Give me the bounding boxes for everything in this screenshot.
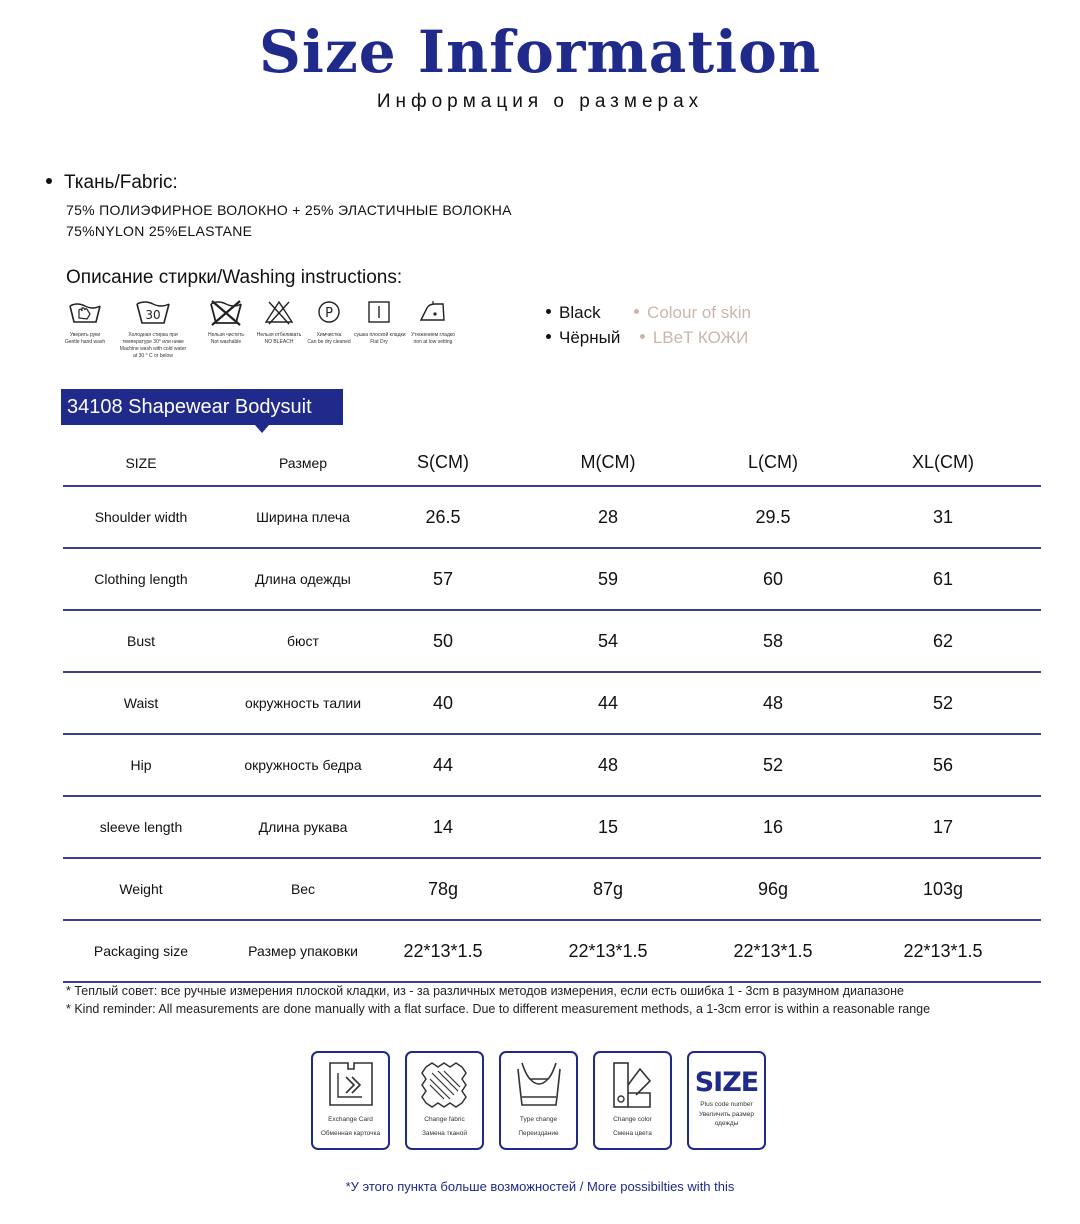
cell-m: 15 bbox=[597, 816, 619, 837]
cell-s: 26.5 bbox=[425, 506, 461, 527]
low-iron-caption-en: iron at low setting bbox=[413, 339, 453, 345]
color-row-en bbox=[546, 300, 751, 325]
no-bleach-caption-en: NO BLEACH bbox=[264, 339, 294, 345]
note-ru: * Теплый совет: все ручные измерения плоской кладки, из - за различных методов измерения, если есть ошибка 1 - 3cm в разумном диапазоне bbox=[66, 984, 904, 998]
cell-xl: 17 bbox=[932, 816, 954, 837]
dry-clean-item bbox=[304, 298, 354, 346]
row-label-en: Weight bbox=[119, 881, 163, 897]
table-row bbox=[63, 733, 1041, 795]
table-header-row bbox=[63, 440, 1041, 485]
cell-s: 57 bbox=[432, 568, 454, 589]
cell-l: 96g bbox=[757, 878, 789, 899]
low-iron-caption-ru: Утюжением гладко bbox=[411, 332, 455, 338]
page-title: Size Information bbox=[258, 18, 822, 86]
color-skin-ru: LBeT КОЖИ bbox=[652, 328, 749, 347]
no-wash-item bbox=[201, 298, 251, 346]
table-row bbox=[63, 547, 1041, 609]
feature-change-fabric bbox=[405, 1051, 484, 1150]
row-label-ru: Длина одежды bbox=[255, 571, 351, 587]
cell-s: 22*13*1.5 bbox=[403, 940, 483, 961]
feature-exchange-card bbox=[311, 1051, 390, 1150]
no-bleach-item bbox=[254, 298, 304, 346]
product-name-tag bbox=[61, 389, 343, 425]
table-row bbox=[63, 919, 1041, 983]
no-bleach-caption-ru: Нельзя отбеливать bbox=[256, 332, 302, 338]
table-row bbox=[63, 857, 1041, 919]
cell-xl: 52 bbox=[932, 692, 954, 713]
fabric-heading-label: Ткань/Fabric: bbox=[64, 172, 178, 193]
row-label-en: sleeve length bbox=[99, 819, 183, 835]
change-color-icon bbox=[604, 1059, 662, 1111]
no-wash-icon bbox=[206, 298, 246, 326]
black-dot-icon bbox=[546, 309, 551, 314]
color-skin-en: Colour of skin bbox=[647, 303, 751, 322]
cell-xl: 103g bbox=[922, 878, 964, 899]
black-dot-icon bbox=[546, 334, 551, 339]
type-change-caption-ru: Переиздание bbox=[518, 1130, 559, 1137]
color-options bbox=[546, 300, 751, 350]
fabric-composition-en: 75%NYLON 25%ELASTANE bbox=[66, 223, 253, 239]
wash-30-item bbox=[119, 298, 187, 360]
tag-pointer-icon bbox=[255, 425, 269, 433]
cell-l: 29.5 bbox=[755, 506, 791, 527]
change-color-caption-ru: Смена цвета bbox=[613, 1130, 652, 1137]
table-row bbox=[63, 671, 1041, 733]
cell-m: 44 bbox=[597, 692, 619, 713]
color-black-ru: Чёрный bbox=[559, 328, 621, 347]
cell-l: 16 bbox=[762, 816, 784, 837]
flat-dry-item bbox=[354, 298, 404, 346]
table-row bbox=[63, 795, 1041, 857]
row-label-en: Bust bbox=[126, 633, 155, 649]
cell-l: 22*13*1.5 bbox=[733, 940, 813, 961]
skin-dot-icon bbox=[640, 334, 645, 339]
cell-m: 28 bbox=[597, 506, 619, 527]
size-caption-en: Plus code number bbox=[700, 1101, 753, 1108]
cell-l: 52 bbox=[762, 754, 784, 775]
header-xl: XL(CM) bbox=[912, 452, 974, 472]
flat-dry-caption-en: Flat Dry bbox=[370, 339, 388, 345]
header-razmer: Размер bbox=[278, 454, 328, 471]
change-fabric-icon bbox=[416, 1059, 474, 1111]
cell-s: 78g bbox=[427, 878, 459, 899]
wash-30-caption-en: Machine wash with cold water at 30 ° C or below bbox=[119, 346, 187, 359]
bullet-icon bbox=[46, 178, 52, 184]
wash-30-caption-ru: Холодная стирка при температуре 30° или ниже bbox=[122, 332, 184, 345]
cell-xl: 22*13*1.5 bbox=[903, 940, 983, 961]
cell-m: 59 bbox=[597, 568, 619, 589]
no-bleach-icon bbox=[259, 298, 299, 326]
page-subtitle: Информация о размерах bbox=[376, 91, 704, 112]
row-label-en: Clothing length bbox=[94, 571, 188, 587]
change-fabric-caption-en: Change fabric bbox=[424, 1116, 465, 1123]
low-iron-icon bbox=[413, 298, 453, 326]
fabric-heading bbox=[46, 172, 178, 194]
cell-xl: 56 bbox=[932, 754, 954, 775]
exchange-card-caption-ru: Обменная карточка bbox=[320, 1130, 381, 1137]
size-caption-ru: Увеличить размер одежды bbox=[699, 1111, 754, 1127]
footer-note: *У этого пункта больше возможностей / More possibilties with this bbox=[345, 1179, 735, 1194]
cell-l: 58 bbox=[762, 630, 784, 651]
header-l: L(CM) bbox=[748, 452, 798, 472]
header-size: SIZE bbox=[125, 454, 157, 471]
washing-icons bbox=[58, 298, 470, 368]
row-label-ru: окружность талии bbox=[244, 695, 362, 711]
hand-wash-item bbox=[60, 298, 110, 346]
hand-wash-icon bbox=[65, 298, 105, 326]
row-label-ru: Размер упаковки bbox=[248, 943, 358, 959]
washing-heading: Описание стирки/Washing instructions: bbox=[66, 267, 403, 288]
exchange-card-caption-en: Exchange Card bbox=[328, 1116, 373, 1123]
low-iron-item bbox=[408, 298, 458, 346]
table-row bbox=[63, 485, 1041, 547]
cell-l: 48 bbox=[762, 692, 784, 713]
row-label-ru: Ширина плеча bbox=[256, 509, 350, 525]
row-label-en: Hip bbox=[130, 757, 152, 773]
cell-xl: 62 bbox=[932, 630, 954, 651]
size-table bbox=[63, 440, 1041, 983]
fabric-composition-ru: 75% ПОЛИЭФИРНОЕ ВОЛОКНО + 25% ЭЛАСТИЧНЫЕ ВОЛОКНА bbox=[66, 202, 512, 218]
no-wash-caption-ru: Нельзя чистить bbox=[207, 332, 244, 338]
cell-m: 22*13*1.5 bbox=[568, 940, 648, 961]
cell-xl: 61 bbox=[932, 568, 954, 589]
exchange-card-icon bbox=[322, 1059, 380, 1111]
table-row bbox=[63, 609, 1041, 671]
change-fabric-caption-ru: Замена тканой bbox=[421, 1130, 468, 1137]
header-m: M(CM) bbox=[580, 452, 636, 472]
row-label-en: Shoulder width bbox=[94, 509, 188, 525]
size-icon: SIZE bbox=[694, 1067, 759, 1098]
cell-s: 40 bbox=[432, 692, 454, 713]
no-wash-caption-en: Not washable bbox=[210, 339, 242, 345]
feature-change-color bbox=[593, 1051, 672, 1150]
feature-icons bbox=[311, 1051, 771, 1151]
hand-wash-caption-en: Gentle hand wash bbox=[64, 339, 106, 345]
row-label-ru: Вес bbox=[290, 881, 316, 897]
type-change-caption-en: Type change bbox=[519, 1116, 558, 1123]
dry-clean-caption-ru: Химчистка bbox=[316, 332, 342, 338]
header-s: S(CM) bbox=[417, 452, 469, 472]
type-change-icon bbox=[510, 1059, 568, 1111]
feature-type-change bbox=[499, 1051, 578, 1150]
cell-l: 60 bbox=[762, 568, 784, 589]
flat-dry-caption-ru: сушка плоской кладки bbox=[354, 332, 406, 338]
cell-m: 54 bbox=[597, 630, 619, 651]
row-label-ru: Длина рукава bbox=[258, 819, 348, 835]
dry-clean-caption-en: Can be dry cleaned bbox=[307, 339, 351, 345]
row-label-ru: окружность бедра bbox=[244, 757, 362, 773]
dry-clean-p-icon bbox=[309, 298, 349, 326]
wash-30-label: 30 bbox=[145, 308, 161, 322]
note-en: * Kind reminder: All measurements are done manually with a flat surface. Due to different measurement methods, a 1-3cm error is within a reasonable range bbox=[66, 1002, 931, 1016]
skin-dot-icon bbox=[634, 309, 639, 314]
change-color-caption-en: Change color bbox=[613, 1116, 652, 1123]
product-name: 34108 Shapewear Bodysuit bbox=[67, 396, 312, 418]
color-row-ru bbox=[546, 325, 751, 350]
cell-m: 48 bbox=[597, 754, 619, 775]
row-label-ru: бюст bbox=[287, 633, 319, 649]
color-black-en: Black bbox=[559, 303, 601, 322]
cell-s: 14 bbox=[432, 816, 454, 837]
flat-dry-icon bbox=[359, 298, 399, 326]
wash-30-icon bbox=[133, 298, 173, 326]
row-label-en: Waist bbox=[123, 695, 159, 711]
feature-size bbox=[687, 1051, 766, 1150]
cell-m: 87g bbox=[592, 878, 624, 899]
cell-s: 50 bbox=[432, 630, 454, 651]
row-label-en: Packaging size bbox=[93, 943, 189, 959]
cell-xl: 31 bbox=[932, 506, 954, 527]
cell-s: 44 bbox=[432, 754, 454, 775]
dry-clean-label: P bbox=[325, 306, 333, 321]
hand-wash-caption-ru: Уверить руки bbox=[69, 332, 101, 338]
